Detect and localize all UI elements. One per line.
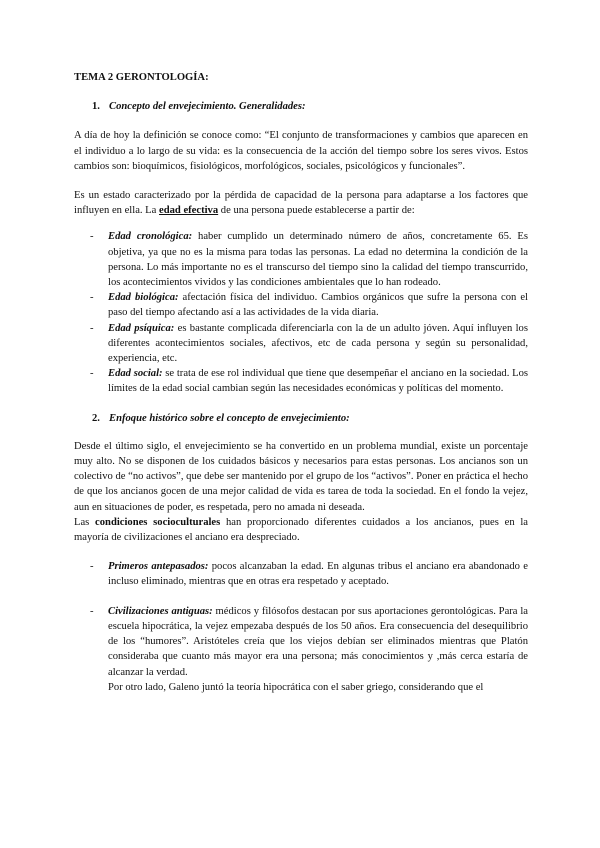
section-1-heading xyxy=(74,99,528,114)
list-item-term: Civilizaciones antiguas: xyxy=(108,605,213,617)
conditions-text-before: Las xyxy=(74,516,96,528)
state-paragraph xyxy=(74,188,528,218)
list-item xyxy=(74,229,528,290)
list-item xyxy=(74,290,528,320)
list-item-text: afectación física del individuo. Cambios orgánicos que sufre la persona con el paso del tiempo afectando así a las actividades de la vida diaria. xyxy=(108,292,528,319)
conditions-term: condiciones socioculturales xyxy=(95,516,221,528)
conditions-text-after: han proporcionado diferentes cuidados a los ancianos, pues en la mayoría de civilizaciones el anciano era despreciado. xyxy=(74,516,528,544)
galeno-paragraph: Por otro lado, Galeno juntó la teoría hipocrática con el saber griego, considerando que el xyxy=(108,681,484,693)
section-2-heading xyxy=(74,411,528,426)
list-item-term: Edad social: xyxy=(108,368,163,380)
page-title: TEMA 2 GERONTOLOGÍA: xyxy=(74,72,209,83)
list-item-text: es bastante complicada diferenciarla con la de un adulto jóven. Aquí influyen los diferentes acontecimientos sociales, afectivos, etc de cada persona y según su personalidad, experiencia, etc. xyxy=(108,322,528,365)
section-2-title: Enfoque histórico sobre el concepto de envejecimiento: xyxy=(109,412,350,424)
list-item-text: haber cumplido un determinado número de años, concretamente 65. Es objetiva, ya que no es la misma para todas las personas. La edad no determina la condición de la persona. Lo más importante no es el transcurso del tiempo sino la calidad del tiempo transcurrido, los acontecimientos vividos y las condiciones ambientales que lo han rodeado. xyxy=(108,231,528,289)
section-1-number: 1. xyxy=(92,101,100,113)
list-item-text: se trata de ese rol individual que tiene que desempeñar el anciano en la sociedad. Los límites de la edad social cambian según las necesidades económicas y políticas del momento. xyxy=(108,368,528,395)
section-1-title: Concepto del envejecimiento. Generalidades: xyxy=(109,101,306,113)
list-item xyxy=(74,366,528,396)
list-item xyxy=(74,559,528,589)
history-paragraph: Desde el último siglo, el envejecimiento se ha convertido en un problema mundial, existe un porcentaje muy alto. No se disponen de los cuidados básicos y necesarios para estas personas. Los ancianos son un colectivo de “no activos”, que debe ser mantenido por el grupo de los “activos”. Poner en práctica el hecho de que los ancianos gocen de una mejor calidad de vida es tarea de toda la sociedad. En el fondo la vejez, aun en situaciones de poder, es respetada, pero no amada ni deseada. xyxy=(74,440,528,513)
list-item-term: Edad cronológica: xyxy=(108,231,193,243)
conditions-paragraph xyxy=(74,515,528,545)
list-item-text: pocos alcanzaban la edad. En algunas tribus el anciano era abandonado e incluso eliminado, mientras que en otras era respetado y aceptado. xyxy=(108,561,528,588)
list-item-term: Edad biológica: xyxy=(108,292,179,304)
list-item-term: Edad psíquica: xyxy=(108,322,175,334)
definition-paragraph: A día de hoy la definición se conoce como: “El conjunto de transformaciones y cambios que aparecen en el individuo a lo largo de su vida: es la consecuencia de la acción del tiempo sobre los seres vivos. Estos cambios son: bioquímicos, fisiológicos, morfológicos, sociales, psicológicos y funcionales”. xyxy=(74,130,528,172)
state-text-before: Es un estado caracterizado por la pérdida de capacidad de la persona para adaptarse a los factores que influyen en ella. La xyxy=(74,190,528,217)
age-types-list xyxy=(74,229,528,396)
list-item xyxy=(74,604,528,680)
list-item-term: Primeros antepasados: xyxy=(108,561,209,573)
list-item-text: médicos y filósofos destacan por sus aportaciones gerontológicas. Para la escuela hipocrática, la vejez empezaba después de los 50 años. Era consecuencia del desequilibrio de los “humores”. Aristóteles creía que los viejos debían ser eliminados mientras que Platón consideraba que cuanto más mayor era una persona; más conocimientos y ,más cerca estaría de alcanzar la verdad. xyxy=(108,605,529,678)
history-list xyxy=(74,559,528,679)
edad-efectiva-term: edad efectiva xyxy=(159,205,219,217)
section-2-number: 2. xyxy=(92,412,100,424)
state-text-after: de una persona puede establecerse a partir de: xyxy=(218,205,415,217)
list-item xyxy=(74,321,528,367)
